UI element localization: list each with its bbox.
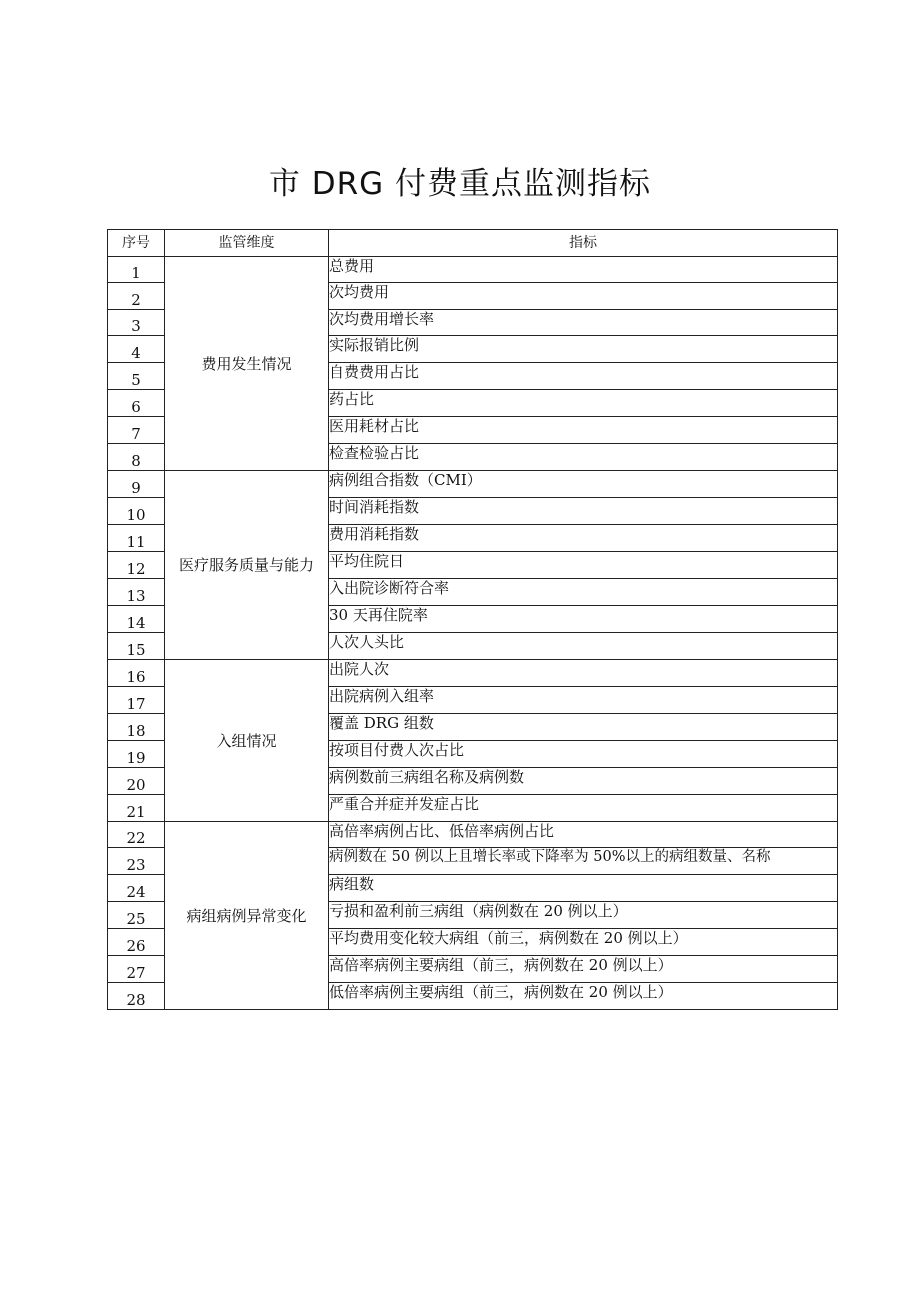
- row-indicator: 次均费用增长率: [329, 310, 838, 336]
- dimension-cell: 费用发生情况: [165, 257, 329, 471]
- row-seq: 12: [108, 552, 165, 579]
- row-indicator: 实际报销比例: [329, 336, 838, 363]
- header-seq: 序号: [108, 230, 165, 257]
- row-indicator: 时间消耗指数: [329, 498, 838, 525]
- row-seq: 16: [108, 660, 165, 687]
- document-title: 市 DRG 付费重点监测指标: [268, 166, 652, 202]
- row-indicator: 严重合并症并发症占比: [329, 795, 838, 822]
- row-indicator: 医用耗材占比: [329, 417, 838, 444]
- table-row: [108, 660, 838, 687]
- row-indicator: 病例数在 50 例以上且增长率或下降率为 50%以上的病组数量、名称: [329, 848, 838, 875]
- row-indicator: 自费费用占比: [329, 363, 838, 390]
- header-indicator: 指标: [329, 230, 838, 257]
- dimension-cell: 病组病例异常变化: [165, 822, 329, 1010]
- row-indicator: 按项目付费人次占比: [329, 741, 838, 768]
- header-dimension: 监管维度: [165, 230, 329, 257]
- row-seq: 21: [108, 795, 165, 822]
- row-indicator: 总费用: [329, 257, 838, 283]
- dimension-cell: 入组情况: [165, 660, 329, 822]
- row-indicator: 费用消耗指数: [329, 525, 838, 552]
- row-seq: 19: [108, 741, 165, 768]
- table-row: [108, 471, 838, 498]
- row-indicator: 出院病例入组率: [329, 687, 838, 714]
- row-indicator: 出院人次: [329, 660, 838, 687]
- row-seq: 2: [108, 283, 165, 310]
- row-seq: 24: [108, 875, 165, 902]
- row-seq: 1: [108, 257, 165, 283]
- row-seq: 27: [108, 956, 165, 983]
- row-seq: 22: [108, 822, 165, 848]
- row-indicator: 高倍率病例主要病组（前三，病例数在 20 例以上）: [329, 956, 838, 983]
- row-indicator: 病例数前三病组名称及病例数: [329, 768, 838, 795]
- table-row: [108, 822, 838, 848]
- row-seq: 5: [108, 363, 165, 390]
- row-indicator: 病组数: [329, 875, 838, 902]
- row-seq: 25: [108, 902, 165, 929]
- row-seq: 4: [108, 336, 165, 363]
- dimension-cell: 医疗服务质量与能力: [165, 471, 329, 660]
- row-indicator: 药占比: [329, 390, 838, 417]
- table-row: [108, 257, 838, 283]
- row-seq: 7: [108, 417, 165, 444]
- row-indicator: 平均住院日: [329, 552, 838, 579]
- row-seq: 26: [108, 929, 165, 956]
- row-seq: 3: [108, 310, 165, 336]
- row-seq: 17: [108, 687, 165, 714]
- row-seq: 15: [108, 633, 165, 660]
- row-seq: 10: [108, 498, 165, 525]
- row-seq: 28: [108, 983, 165, 1010]
- row-indicator: 平均费用变化较大病组（前三，病例数在 20 例以上）: [329, 929, 838, 956]
- table-header-row: [108, 230, 838, 257]
- row-seq: 13: [108, 579, 165, 606]
- row-indicator: 30 天再住院率: [329, 606, 838, 633]
- row-indicator: 次均费用: [329, 283, 838, 310]
- row-indicator: 低倍率病例主要病组（前三，病例数在 20 例以上）: [329, 983, 838, 1010]
- row-indicator: 病例组合指数（CMI）: [329, 471, 838, 498]
- row-seq: 11: [108, 525, 165, 552]
- row-indicator: 人次人头比: [329, 633, 838, 660]
- row-indicator: 覆盖 DRG 组数: [329, 714, 838, 741]
- row-indicator: 检查检验占比: [329, 444, 838, 471]
- row-seq: 14: [108, 606, 165, 633]
- row-seq: 20: [108, 768, 165, 795]
- row-seq: 6: [108, 390, 165, 417]
- row-seq: 8: [108, 444, 165, 471]
- indicator-table: [107, 229, 838, 1010]
- row-seq: 9: [108, 471, 165, 498]
- row-indicator: 入出院诊断符合率: [329, 579, 838, 606]
- row-seq: 23: [108, 848, 165, 875]
- row-seq: 18: [108, 714, 165, 741]
- row-indicator: 高倍率病例占比、低倍率病例占比: [329, 822, 838, 848]
- row-indicator: 亏损和盈利前三病组（病例数在 20 例以上）: [329, 902, 838, 929]
